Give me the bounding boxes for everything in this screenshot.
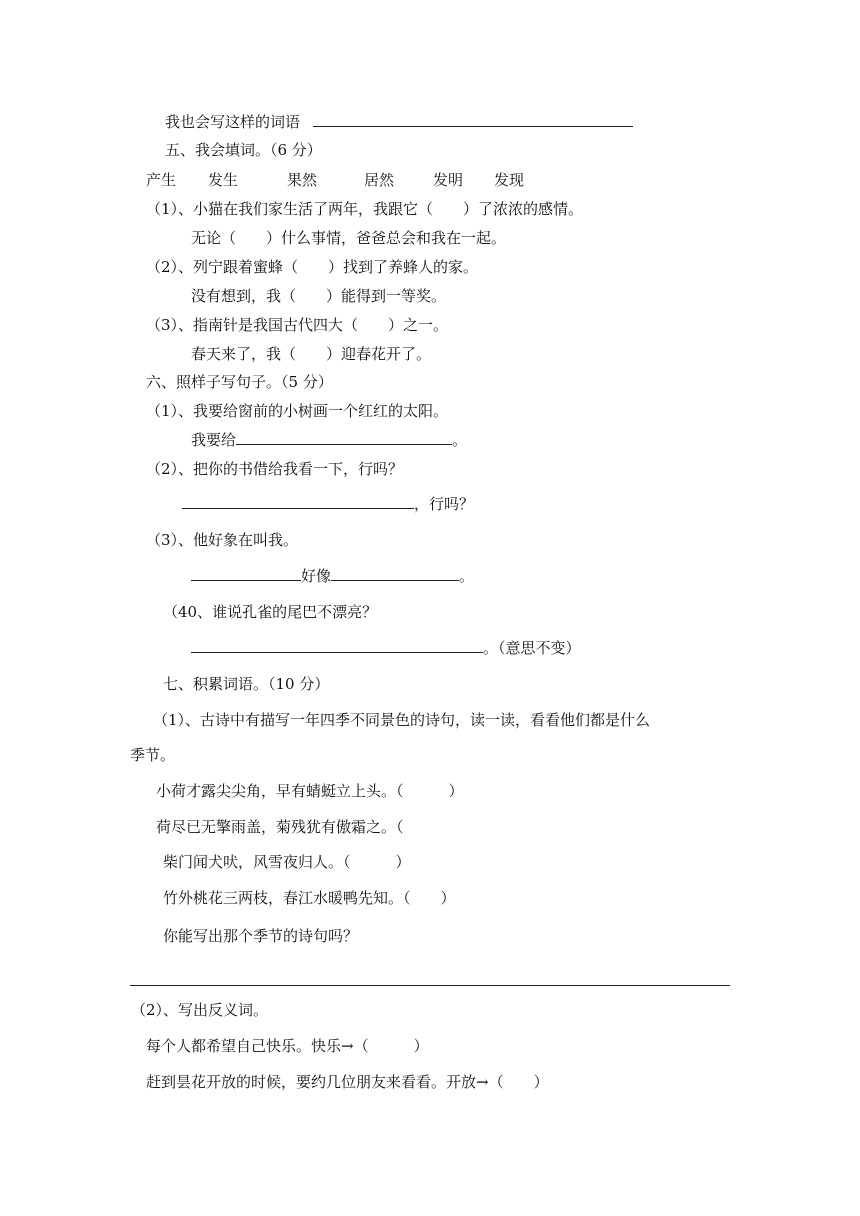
question-line: 没有想到，我（ ）能得到一等奖。 [191,287,447,305]
question-line: 每个人都希望自己快乐。快乐→（ ） [146,1037,429,1055]
section6-title: 六、照样子写句子。（5 分） [146,373,333,391]
word-option: 发生 [208,171,239,189]
question-line: （2）、写出反义词。 [131,1001,269,1019]
question-line: （1）、我要给窗前的小树画一个红红的太阳。 [146,402,449,420]
question-line: 季节。 [130,746,176,764]
question-line: （3）、他好象在叫我。 [146,531,299,549]
answer-mid: 好像 [301,567,332,585]
word-option: 果然 [287,171,318,189]
answer-blank[interactable] [191,566,301,581]
answer-blank[interactable] [191,638,483,653]
question-line: （40、谁说孔雀的尾巴不漂亮？ [163,603,378,621]
question-line: 无论（ ）什么事情，爸爸总会和我在一起。 [191,229,507,247]
answer-suffix: ，行吗？ [414,495,475,513]
answer-blank[interactable] [236,430,452,445]
word-option: 发现 [494,171,525,189]
word-option: 居然 [364,171,395,189]
answer-line [191,638,581,658]
answer-line [191,430,467,450]
question-line: 你能写出那个季节的诗句吗？ [163,927,359,945]
answer-line [191,566,474,586]
write-similar-label: 我也会写这样的词语 [165,113,301,131]
answer-line [182,494,474,514]
poem-line: 柴门闻犬吠，风雪夜归人。（ ） [163,853,411,871]
section5-title: 五、我会填词。（6 分） [165,141,322,159]
answer-suffix: 。（意思不变） [483,639,581,657]
answer-prefix: 我要给 [191,431,237,449]
answer-rule[interactable] [130,985,730,986]
question-line: （2）、把你的书借给我看一下，行吗？ [146,460,404,478]
answer-blank[interactable] [313,112,633,127]
poem-line: 荷尽已无擎雨盖，菊残犹有傲霜之。（ [156,818,404,836]
answer-blank[interactable] [331,566,459,581]
word-option: 产生 [146,171,177,189]
word-option: 发明 [433,171,464,189]
answer-suffix: 。 [459,567,475,585]
poem-line: 竹外桃花三两枝，春江水暖鸭先知。（ ） [163,889,456,907]
question-line: 赶到昙花开放的时候，要约几位朋友来看看。开放→（ ） [146,1073,549,1091]
question-line: （2）、列宁跟着蜜蜂（ ）找到了养蜂人的家。 [146,258,479,276]
question-line: （1）、古诗中有描写一年四季不同景色的诗句，读一读，看看他们都是什么 [153,711,651,729]
question-line: （1）、小猫在我们家生活了两年，我跟它（ ）了浓浓的感情。 [146,200,584,218]
write-similar-line [165,112,633,132]
question-line: 春天来了，我（ ）迎春花开了。 [191,345,432,363]
answer-blank[interactable] [182,494,414,509]
question-line: （3）、指南针是我国古代四大（ ）之一。 [146,316,449,334]
section7-title: 七、积累词语。（10 分） [163,675,330,693]
poem-line: 小荷才露尖尖角，早有蜻蜓立上头。（ ） [156,782,464,800]
answer-suffix: 。 [452,431,468,449]
